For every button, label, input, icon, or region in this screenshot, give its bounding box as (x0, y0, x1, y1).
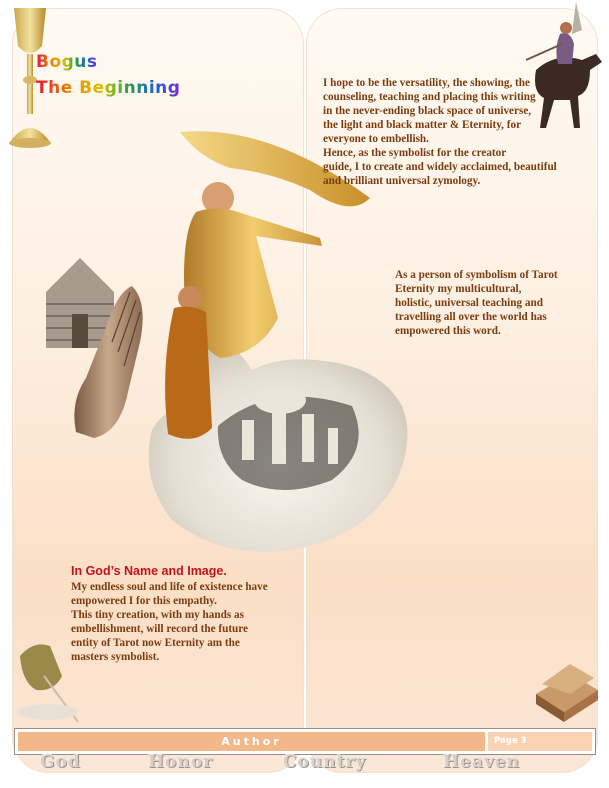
gods-name-line: empowered I for this empathy. (71, 595, 217, 607)
books-icon (530, 654, 602, 726)
gods-name-line: masters symbolist. (71, 651, 160, 663)
symbolism-line: holistic, universal teaching and (395, 297, 543, 309)
book-subtitle: The Beginning (36, 78, 181, 98)
symbolism-line: empowered this word. (395, 325, 501, 337)
book-title: Bogus (36, 52, 98, 72)
symbolism-line: Eternity my multicultural, (395, 283, 522, 295)
intro-line: the light and black matter & Eternity, for (323, 119, 522, 131)
motto-word: Honor (148, 752, 214, 772)
footer-bar (14, 728, 596, 755)
gods-name-line: entity of Tarot now Eternity am the (71, 637, 240, 649)
intro-line: everyone to embellish. (323, 133, 429, 145)
gods-name-line: This tiny creation, with my hands as (71, 609, 244, 621)
motto-word: God (40, 752, 81, 772)
chalice-icon (4, 2, 56, 152)
intro-line: in the never-ending black space of universe, (323, 105, 532, 117)
symbolism-line: travelling all over the world has (395, 311, 547, 323)
intro-line: I hope to be the versatility, the showing, the (323, 77, 530, 89)
page-number: Page 3 (488, 732, 592, 751)
intro-line: Hence, as the symbolist for the creator (323, 147, 507, 159)
intro-paragraph (323, 76, 557, 188)
gods-name-paragraph (71, 580, 268, 664)
symbolism-line: As a person of symbolism of Tarot (395, 269, 558, 281)
gods-name-line: embellishment, will record the future (71, 623, 249, 635)
footer-author: Author (18, 732, 485, 751)
intro-line: guide, I to create and widely acclaimed, beautiful (323, 161, 557, 173)
intro-line: counseling, teaching and placing this writing (323, 91, 536, 103)
gods-name-line: My endless soul and life of existence have (71, 581, 268, 593)
motto-word: Country (283, 752, 367, 772)
symbolism-paragraph (395, 268, 558, 338)
motto-word: Heaven (443, 752, 520, 772)
intro-line: and brilliant universal zymology. (323, 175, 481, 187)
section-heading: In God’s Name and Image. (71, 564, 227, 578)
